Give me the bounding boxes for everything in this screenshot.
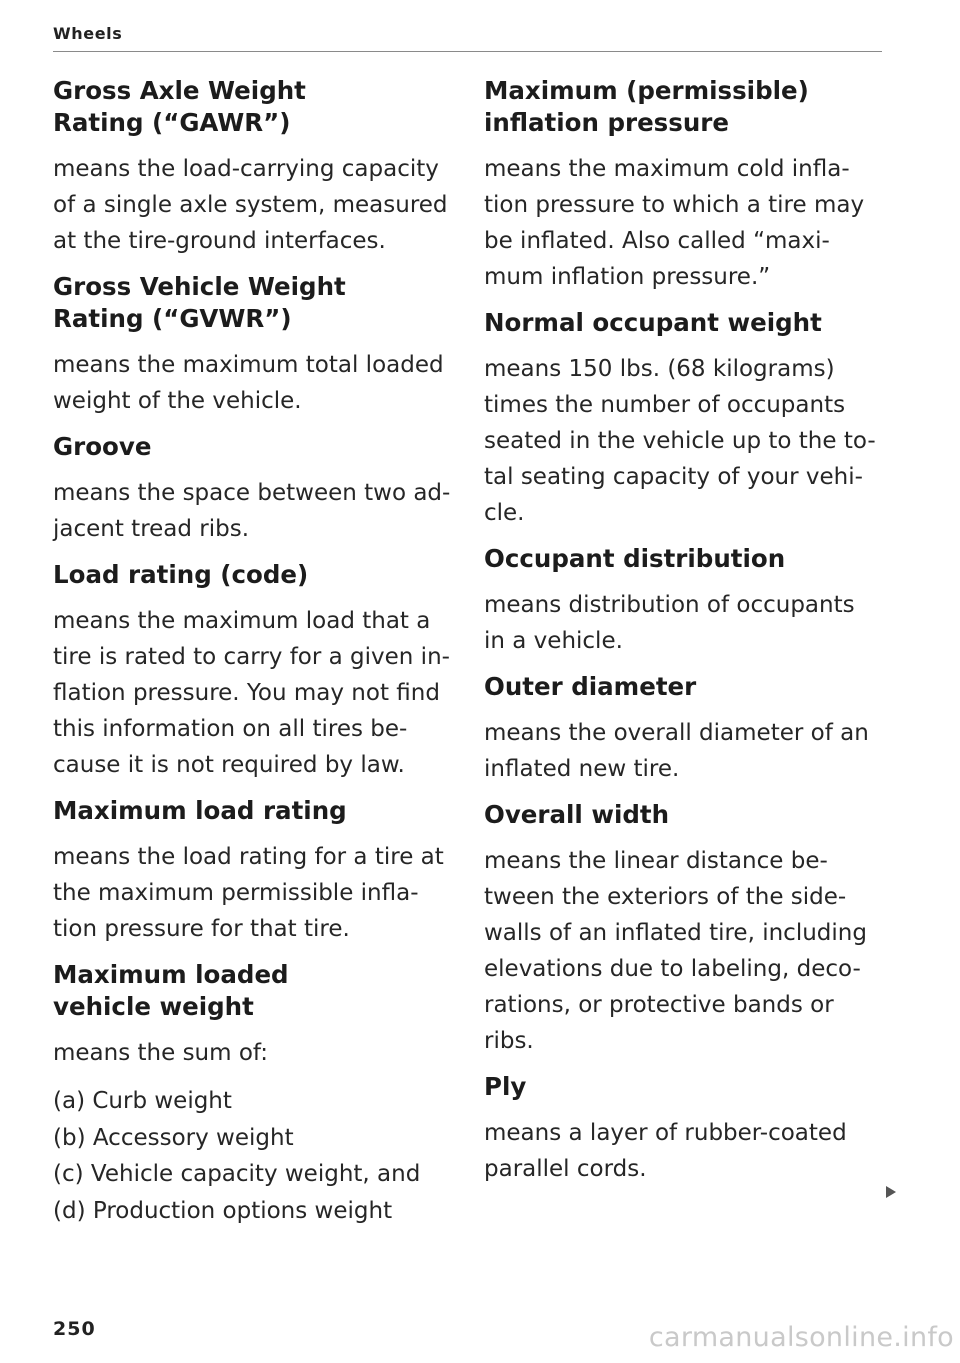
term-heading: Overall width [484,800,670,829]
term-definition: means the linear distance be-tween the exteriors of the side-walls of an inflated tire, including elevations due to labeling, deco-rations, or protective bands or ribs. [484,848,867,1054]
term-definition: means the space between two ad-jacent tread ribs. [53,480,451,542]
definition-entry [53,795,453,947]
right-column [484,75,884,1199]
term-definition: means the load-carrying capacity of a single axle system, measured at the tire-ground interfaces. [53,156,448,254]
term-definition: means a layer of rubber-coated parallel cords. [484,1120,847,1182]
term-definition: means the sum of: [53,1040,268,1066]
definition-entry [484,1071,884,1187]
left-column [53,75,453,1229]
term-heading: Maximum load rating [53,796,347,825]
continue-arrow-icon [886,1186,896,1198]
definition-entry [53,431,453,547]
definition-entry [484,543,884,659]
term-definition: means the overall diameter of an inflated new tire. [484,720,869,782]
term-heading: Groove [53,432,152,461]
term-heading: Maximum loaded vehicle weight [53,960,289,1021]
term-definition: means 150 lbs. (68 kilograms) times the number of occupants seated in the vehicle up to the to-tal seating capacity of your vehi-cle. [484,356,876,526]
list-item: (b) Accessory weight [53,1124,294,1151]
definition-entry [484,799,884,1059]
sum-list [53,1083,453,1229]
term-definition: means the maximum cold infla-tion pressure to which a tire may be inflated. Also called “maxi-mum inflation pressure.” [484,156,865,290]
definition-entry [484,307,884,531]
page-header [53,24,882,52]
term-heading: Gross Vehicle Weight Rating (“GVWR”) [53,272,346,333]
term-definition: means the maximum total loaded weight of the vehicle. [53,352,444,414]
term-definition: means distribution of occupants in a vehicle. [484,592,855,654]
term-heading: Ply [484,1072,527,1101]
term-heading: Gross Axle Weight Rating (“GAWR”) [53,76,306,137]
term-heading: Occupant distribution [484,544,786,573]
term-definition: means the maximum load that a tire is rated to carry for a given in-flation pressure. You may not find this information on all tires be-cause it is not required by law. [53,608,450,778]
definition-entry [53,559,453,783]
term-definition: means the load rating for a tire at the maximum permissible infla-tion pressure for that tire. [53,844,444,942]
term-heading: Normal occupant weight [484,308,822,337]
term-heading: Outer diameter [484,672,697,701]
list-item: (c) Vehicle capacity weight, and [53,1161,421,1187]
term-heading: Maximum (permissible) inflation pressure [484,76,809,137]
definition-entry [484,671,884,787]
list-item: (a) Curb weight [53,1088,232,1114]
definition-entry [53,271,453,419]
list-item: (d) Production options weight [53,1197,393,1224]
term-heading: Load rating (code) [53,560,309,589]
definition-entry [53,959,453,1071]
watermark: carmanualsonline.info [648,1322,954,1353]
definition-entry [484,75,884,295]
definition-entry [53,75,453,259]
page-number: 250 [53,1318,96,1340]
section-title: Wheels [53,24,123,43]
